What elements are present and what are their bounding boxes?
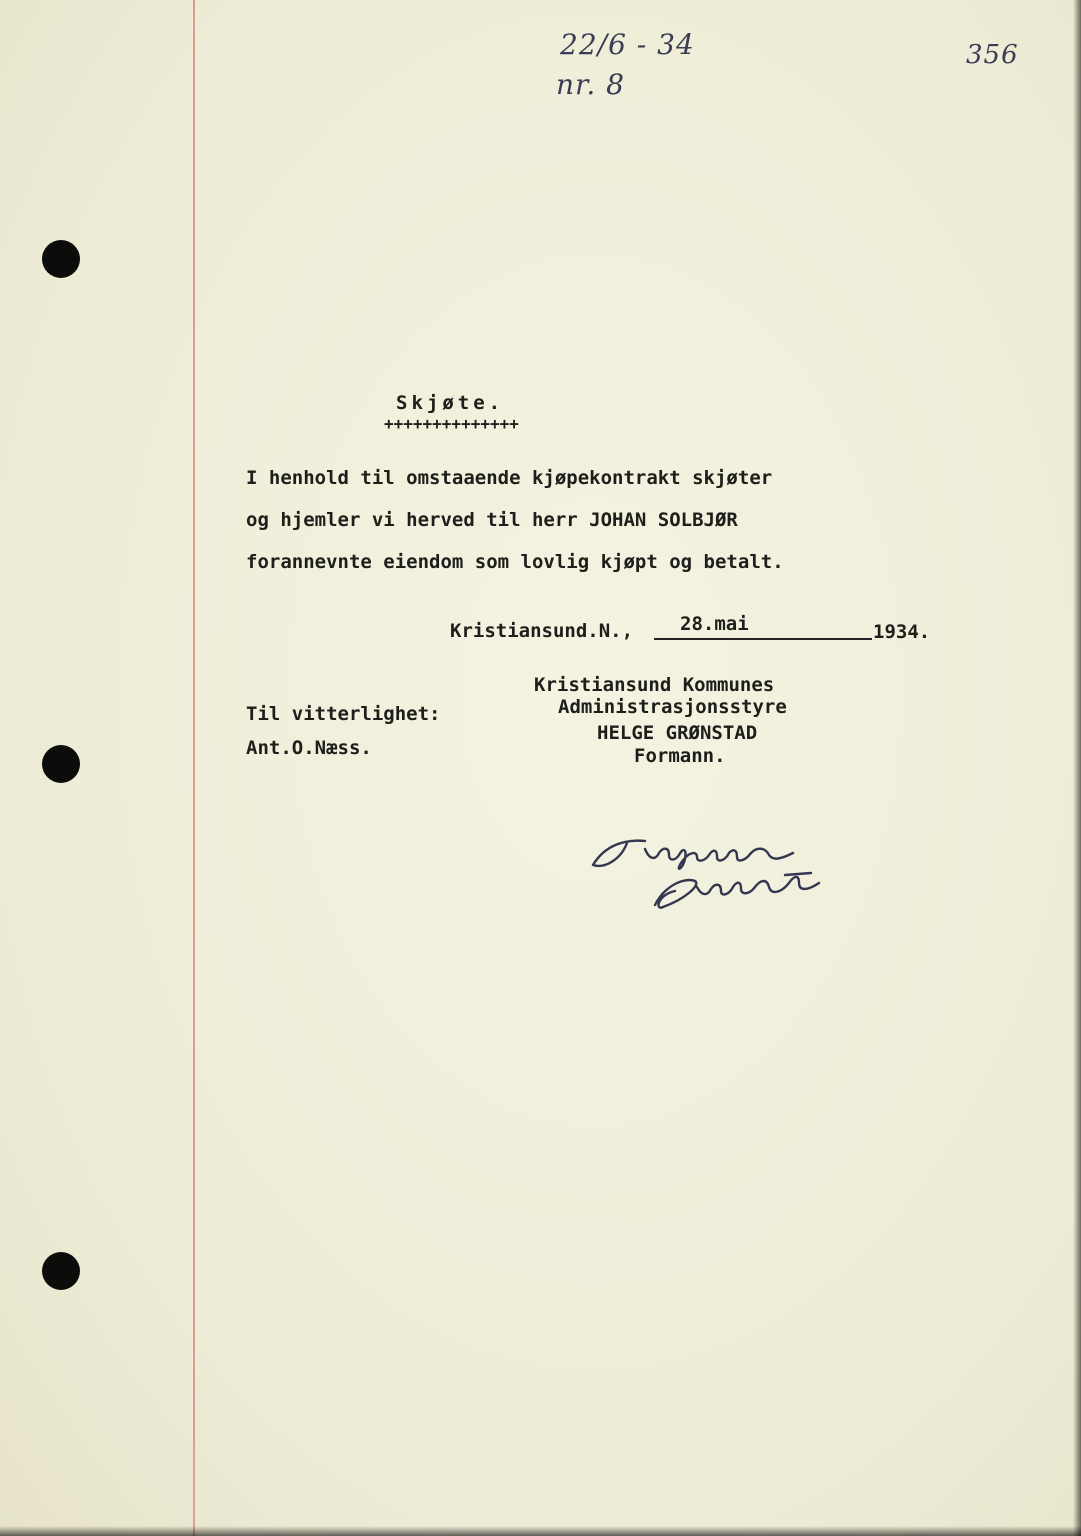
issuer-line-1: Kristiansund Kommunes <box>534 674 775 696</box>
handwritten-date-note: 22/6 - 34 <box>560 28 695 61</box>
issuer-line-3: HELGE GRØNSTAD <box>597 722 758 744</box>
punch-hole-middle <box>42 745 80 783</box>
date-value: 28.mai <box>680 613 749 635</box>
body-line-1: I henhold til omstaaende kjøpekontrakt skjøter <box>246 467 773 489</box>
date-rule <box>654 638 872 640</box>
scan-bottom-shadow <box>0 1526 1081 1536</box>
year-value: 1934. <box>873 621 931 643</box>
body-line-2: og hjemler vi herved til herr JOHAN SOLBJØR <box>246 509 738 531</box>
page-number: 356 <box>966 40 1019 70</box>
handwritten-signature <box>585 825 835 920</box>
deed-title: Skjøte. <box>396 392 505 414</box>
witness-name: Ant.O.Næss. <box>246 737 372 759</box>
scan-edge-shadow <box>1073 0 1081 1536</box>
witness-label: Til vitterlighet: <box>246 703 441 725</box>
title-underline: ++++++++++++++ <box>384 414 519 433</box>
handwritten-number-note: nr. 8 <box>556 68 625 101</box>
issuer-line-2: Administrasjonsstyre <box>558 696 787 718</box>
place-label: Kristiansund.N., <box>450 620 634 642</box>
punch-hole-top <box>42 240 80 278</box>
punch-hole-bottom <box>42 1252 80 1290</box>
margin-rule <box>193 0 195 1536</box>
body-line-3: forannevnte eiendom som lovlig kjøpt og betalt. <box>246 551 784 573</box>
issuer-line-4: Formann. <box>634 745 726 767</box>
